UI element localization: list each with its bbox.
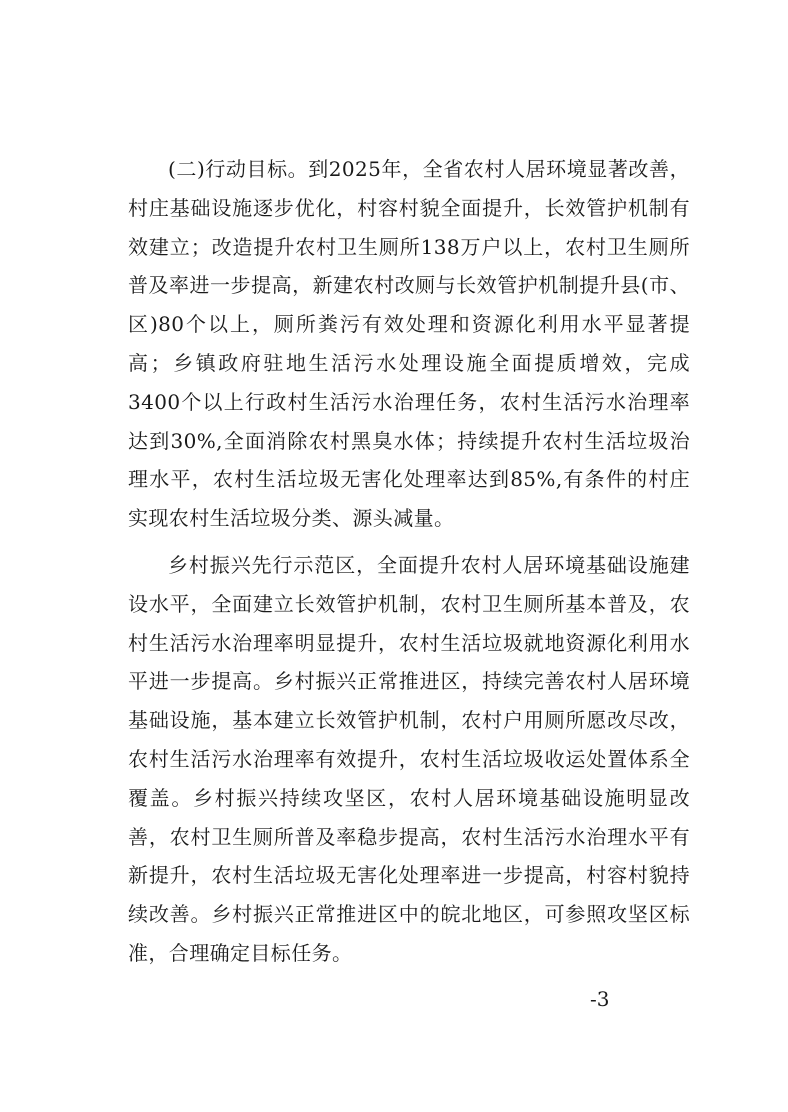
paragraph-action-goals: (二)行动目标。到2025年，全省农村人居环境显著改善，村庄基础设施逐步优化，村容村貌全面提升，长效管护机制有效建立；改造提升农村卫生厕所138万户以上，农村卫生厕所普及率进一步提高，新建农村改厕与长效管护机制提升县(市、区)80个以上，厕所粪污有效处理和资源化利用水平显著提高；乡镇政府驻地生活污水处理设施全面提质增效，完成3400个以上行政村生活污水治理任务，农村生活污水治理率达到30%,全面消除农村黑臭水体；持续提升农村生活垃圾治理水平，农村生活垃圾无害化处理率达到85%,有条件的村庄实现农村生活垃圾分类、源头减量。 [128, 157, 690, 531]
paragraph-regional-targets: 乡村振兴先行示范区，全面提升农村人居环境基础设施建设水平，全面建立长效管护机制，农村卫生厕所基本普及，农村生活污水治理率明显提升，农村生活垃圾就地资源化利用水平进一步提高。乡村振兴正常推进区，持续完善农村人居环境基础设施，基本建立长效管护机制，农村户用厕所愿改尽改，农村生活污水治理率有效提升，农村生活垃圾收运处置体系全覆盖。乡村振兴持续攻坚区，农村人居环境基础设施明显改善，农村卫生厕所普及率稳步提高，农村生活污水治理水平有新提升，农村生活垃圾无害化处理率进一步提高，村容村貌持续改善。乡村振兴正常推进区中的皖北地区，可参照攻坚区标准，合理确定目标任务。 [128, 552, 690, 965]
document-body [128, 150, 690, 973]
page-number: -3 [590, 987, 610, 1011]
